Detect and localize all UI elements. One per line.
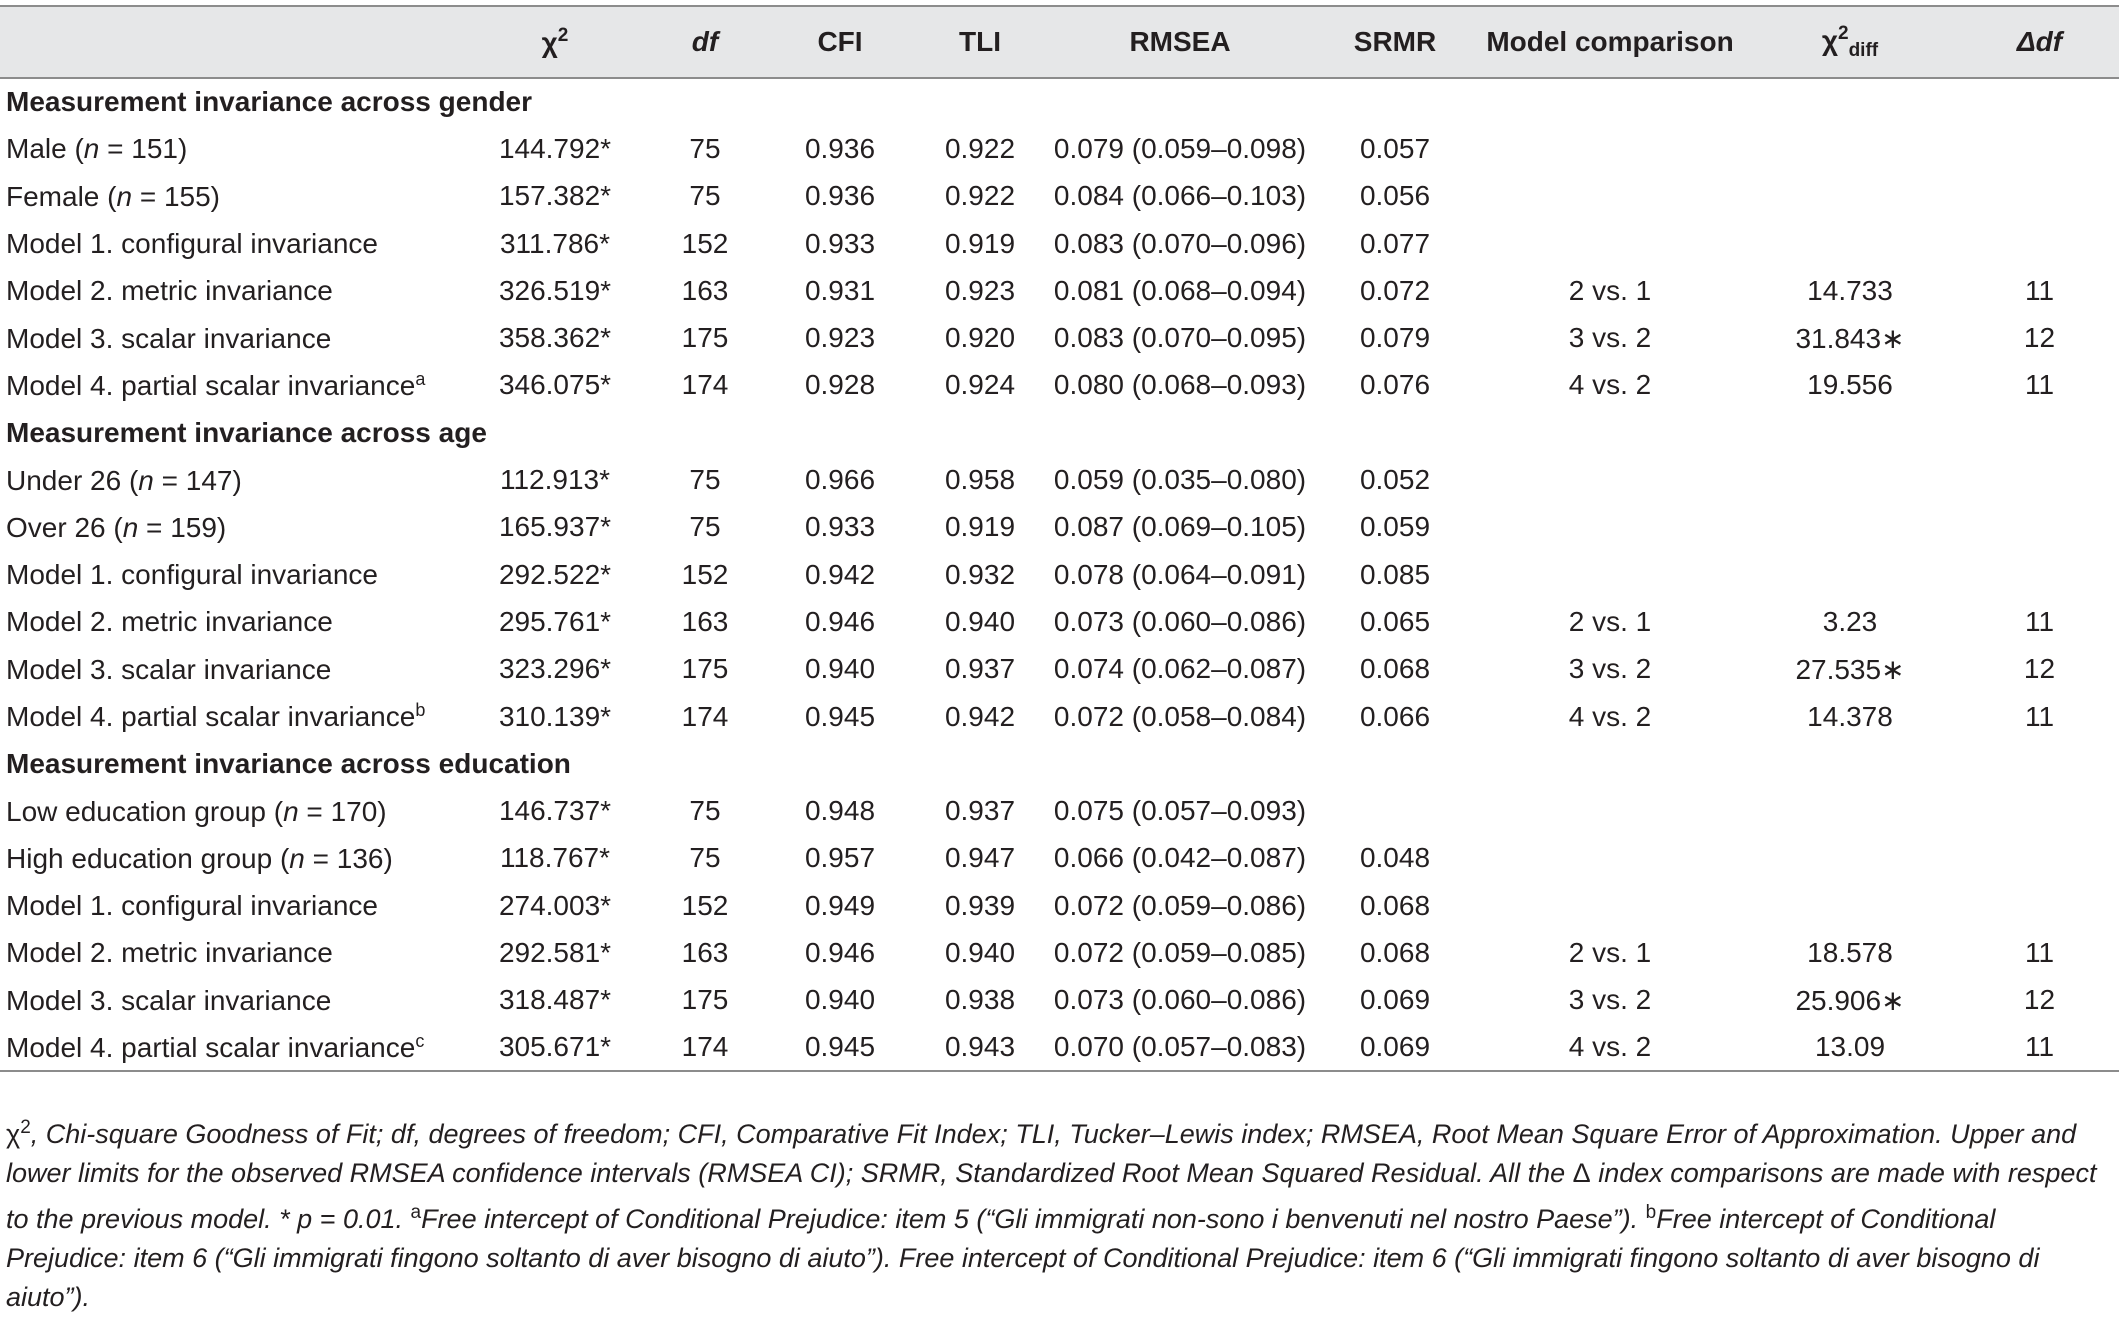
cell-tli: 0.924 bbox=[944, 369, 1016, 401]
cell-rmsea: 0.079 (0.059–0.098) bbox=[1053, 132, 1307, 164]
cell-rmsea: 0.072 (0.059–0.086) bbox=[1053, 889, 1307, 921]
cell-cfi: 0.949 bbox=[804, 889, 876, 921]
cell-tli: 0.922 bbox=[944, 180, 1016, 212]
cell-tli: 0.958 bbox=[944, 464, 1016, 496]
cell-comp: 2 vs. 1 bbox=[1568, 936, 1652, 968]
section-header-row bbox=[0, 740, 2119, 787]
cell-chi2: 165.937* bbox=[498, 511, 612, 543]
cell-srmr: 0.077 bbox=[1359, 227, 1431, 259]
table-row bbox=[0, 977, 2119, 1024]
cell-ddf bbox=[1960, 835, 2119, 882]
cell-comp bbox=[1480, 173, 1740, 220]
row-label: Low education group (n = 170) bbox=[6, 795, 387, 827]
cell-ddf: 11 bbox=[2024, 605, 2055, 637]
cell-comp: 2 vs. 1 bbox=[1568, 274, 1652, 306]
cell-tli: 0.940 bbox=[944, 605, 1016, 637]
invariance-table bbox=[0, 5, 2119, 1072]
cell-ddf bbox=[1960, 125, 2119, 172]
table-row bbox=[0, 314, 2119, 361]
cell-comp: 4 vs. 2 bbox=[1568, 700, 1652, 732]
table-footnote: $\chi^2$, Chi-square Goodness of Fit; df, degrees of freedom; CFI, Comparative Fit Index; TLI, Tucker–Lewis index; RMSEA, Root Mean Square Error of Approximation. Upper and lower limits for the observed RMSEA confidence intervals (RMSEA CI); SRMR, Standardized Root Mean Squared Residual. All the Δ index comparisons are made with respect to the previous model. * p = 0.01. $^a$Free intercept of Conditional Prejudice: item 5 (“Gli immigrati non-sono i benvenuti nel nostro Paese”). $^b$Free intercept of Conditional Prejudice: item 6 (“Gli immigrati fingono soltanto di aver bisogno di aiuto”). Free intercept of Conditional Prejudice: item 6 (“Gli immigrati fingono soltanto di aver bisogno di aiuto”). bbox=[6, 1117, 2097, 1312]
cell-tli: 0.943 bbox=[944, 1031, 1016, 1063]
cell-df: 163 bbox=[681, 274, 729, 306]
header-chi2-diff: $\chi^2_{diff}$ bbox=[1821, 22, 1879, 61]
cell-df: 175 bbox=[681, 984, 729, 1016]
cell-ddf bbox=[1960, 787, 2119, 834]
cell-srmr: 0.072 bbox=[1359, 274, 1431, 306]
cell-rmsea: 0.078 (0.064–0.091) bbox=[1053, 558, 1307, 590]
cell-srmr: 0.057 bbox=[1359, 132, 1431, 164]
table-row bbox=[0, 173, 2119, 220]
cell-cfi: 0.933 bbox=[804, 227, 876, 259]
cell-rmsea: 0.081 (0.068–0.094) bbox=[1053, 274, 1307, 306]
cell-comp bbox=[1480, 125, 1740, 172]
row-label: Model 3. scalar invariance bbox=[6, 322, 332, 354]
cell-comp: 4 vs. 2 bbox=[1568, 369, 1652, 401]
cell-chi2: 346.075* bbox=[498, 369, 612, 401]
cell-chi2diff: 14.733 bbox=[1807, 274, 1893, 306]
cell-chi2diff bbox=[1740, 125, 1960, 172]
cell-chi2: 144.792* bbox=[498, 132, 612, 164]
cell-chi2: 305.671* bbox=[498, 1031, 612, 1063]
cell-tli: 0.919 bbox=[944, 511, 1016, 543]
cell-srmr: 0.052 bbox=[1359, 464, 1431, 496]
cell-comp: 3 vs. 2 bbox=[1568, 322, 1652, 354]
header-row bbox=[0, 6, 2119, 78]
cell-chi2diff bbox=[1740, 551, 1960, 598]
cell-chi2diff bbox=[1740, 882, 1960, 929]
section-title: Measurement invariance across education bbox=[6, 747, 571, 779]
header-model-comparison: Model comparison bbox=[1486, 26, 1734, 57]
row-label: Model 1. configural invariance bbox=[6, 559, 378, 591]
table-row bbox=[0, 929, 2119, 976]
row-label: Model 2. metric invariance bbox=[6, 275, 333, 307]
cell-chi2diff bbox=[1740, 787, 1960, 834]
cell-rmsea: 0.083 (0.070–0.096) bbox=[1053, 227, 1307, 259]
cell-chi2diff: 3.23 bbox=[1822, 605, 1878, 637]
cell-chi2diff bbox=[1740, 456, 1960, 503]
row-label: Model 4. partial scalar invariance$^c$ bbox=[6, 1030, 425, 1063]
cell-df: 174 bbox=[681, 369, 729, 401]
cell-ddf: 11 bbox=[2024, 700, 2055, 732]
cell-comp bbox=[1480, 787, 1740, 834]
cell-rmsea: 0.059 (0.035–0.080) bbox=[1053, 464, 1307, 496]
cell-chi2diff bbox=[1740, 220, 1960, 267]
cell-comp: 2 vs. 1 bbox=[1568, 605, 1652, 637]
cell-rmsea: 0.070 (0.057–0.083) bbox=[1053, 1031, 1307, 1063]
cell-df: 163 bbox=[681, 936, 729, 968]
row-label: Under 26 (n = 147) bbox=[6, 464, 242, 496]
cell-cfi: 0.940 bbox=[804, 653, 876, 685]
cell-tli: 0.937 bbox=[944, 653, 1016, 685]
cell-comp: 3 vs. 2 bbox=[1568, 984, 1652, 1016]
cell-srmr: 0.068 bbox=[1359, 936, 1431, 968]
cell-cfi: 0.936 bbox=[804, 132, 876, 164]
cell-tli: 0.940 bbox=[944, 936, 1016, 968]
row-label: Female (n = 155) bbox=[6, 180, 220, 212]
cell-rmsea: 0.073 (0.060–0.086) bbox=[1053, 984, 1307, 1016]
cell-srmr: 0.068 bbox=[1359, 653, 1431, 685]
cell-chi2diff: 31.843∗ bbox=[1795, 322, 1905, 354]
cell-df: 75 bbox=[689, 464, 721, 496]
cell-srmr: 0.068 bbox=[1359, 889, 1431, 921]
cell-rmsea: 0.074 (0.062–0.087) bbox=[1053, 653, 1307, 685]
cell-cfi: 0.936 bbox=[804, 180, 876, 212]
header-chi2: $\chi^2$ bbox=[541, 25, 569, 58]
header-label bbox=[0, 6, 470, 78]
cell-ddf: 12 bbox=[2023, 322, 2056, 354]
cell-cfi: 0.923 bbox=[804, 322, 876, 354]
table-row bbox=[0, 787, 2119, 834]
cell-rmsea: 0.083 (0.070–0.095) bbox=[1053, 322, 1307, 354]
cell-chi2diff: 19.556 bbox=[1807, 369, 1893, 401]
cell-chi2diff bbox=[1740, 504, 1960, 551]
cell-srmr: 0.069 bbox=[1359, 984, 1431, 1016]
table-row bbox=[0, 220, 2119, 267]
cell-cfi: 0.931 bbox=[804, 274, 876, 306]
cell-chi2: 318.487* bbox=[498, 984, 612, 1016]
cell-ddf: 11 bbox=[2024, 1031, 2055, 1063]
cell-ddf: 11 bbox=[2024, 936, 2055, 968]
cell-cfi: 0.957 bbox=[804, 842, 876, 874]
cell-chi2: 311.786* bbox=[499, 227, 611, 259]
row-label: High education group (n = 136) bbox=[6, 842, 393, 874]
cell-srmr: 0.085 bbox=[1359, 558, 1431, 590]
row-label: Model 4. partial scalar invariance$^a$ bbox=[6, 368, 426, 401]
cell-tli: 0.922 bbox=[944, 132, 1016, 164]
cell-chi2: 326.519* bbox=[498, 274, 612, 306]
cell-ddf bbox=[1960, 220, 2119, 267]
cell-chi2diff: 13.09 bbox=[1814, 1031, 1886, 1063]
cell-srmr: 0.069 bbox=[1359, 1031, 1431, 1063]
cell-comp bbox=[1480, 220, 1740, 267]
cell-cfi: 0.966 bbox=[804, 464, 876, 496]
cell-ddf: 11 bbox=[2024, 274, 2055, 306]
cell-srmr: 0.079 bbox=[1359, 322, 1431, 354]
cell-df: 152 bbox=[681, 889, 729, 921]
cell-ddf bbox=[1960, 882, 2119, 929]
cell-df: 75 bbox=[689, 511, 721, 543]
cell-chi2: 323.296* bbox=[498, 653, 612, 685]
cell-srmr: 0.066 bbox=[1359, 700, 1431, 732]
cell-tli: 0.920 bbox=[944, 322, 1016, 354]
cell-rmsea: 0.080 (0.068–0.093) bbox=[1053, 369, 1307, 401]
header-cfi: CFI bbox=[817, 26, 863, 57]
header-rmsea: RMSEA bbox=[1129, 26, 1231, 57]
cell-ddf: 12 bbox=[2023, 653, 2056, 685]
section-title: Measurement invariance across age bbox=[6, 416, 487, 448]
cell-df: 174 bbox=[681, 1031, 729, 1063]
cell-cfi: 0.933 bbox=[804, 511, 876, 543]
table-row bbox=[0, 646, 2119, 693]
cell-rmsea: 0.066 (0.042–0.087) bbox=[1053, 842, 1307, 874]
cell-tli: 0.938 bbox=[944, 984, 1016, 1016]
cell-df: 75 bbox=[689, 180, 721, 212]
row-label: Model 2. metric invariance bbox=[6, 937, 333, 969]
cell-rmsea: 0.072 (0.059–0.085) bbox=[1053, 936, 1307, 968]
cell-df: 152 bbox=[681, 558, 729, 590]
cell-ddf bbox=[1960, 456, 2119, 503]
table-row bbox=[0, 693, 2119, 740]
row-label: Model 1. configural invariance bbox=[6, 228, 378, 260]
cell-chi2: 310.139* bbox=[498, 700, 612, 732]
cell-cfi: 0.948 bbox=[804, 795, 876, 827]
table-row bbox=[0, 456, 2119, 503]
cell-rmsea: 0.075 (0.057–0.093) bbox=[1053, 795, 1307, 827]
cell-srmr bbox=[1310, 787, 1480, 834]
cell-ddf: 12 bbox=[2023, 984, 2056, 1016]
cell-chi2diff: 25.906∗ bbox=[1795, 984, 1905, 1016]
cell-chi2: 295.761* bbox=[498, 605, 612, 637]
cell-tli: 0.937 bbox=[944, 795, 1016, 827]
cell-chi2diff bbox=[1740, 173, 1960, 220]
header-df: df bbox=[691, 26, 719, 57]
table-row bbox=[0, 835, 2119, 882]
cell-df: 75 bbox=[689, 842, 721, 874]
cell-cfi: 0.928 bbox=[804, 369, 876, 401]
cell-tli: 0.947 bbox=[944, 842, 1016, 874]
cell-comp bbox=[1480, 835, 1740, 882]
table-row bbox=[0, 504, 2119, 551]
cell-cfi: 0.945 bbox=[804, 700, 876, 732]
table-row bbox=[0, 551, 2119, 598]
cell-tli: 0.923 bbox=[944, 274, 1016, 306]
section-title: Measurement invariance across gender bbox=[6, 86, 533, 118]
cell-df: 75 bbox=[689, 795, 721, 827]
table-row bbox=[0, 882, 2119, 929]
cell-chi2: 157.382* bbox=[498, 180, 612, 212]
header-srmr: SRMR bbox=[1353, 26, 1437, 57]
cell-srmr: 0.056 bbox=[1359, 180, 1431, 212]
cell-chi2diff: 18.578 bbox=[1807, 936, 1893, 968]
cell-ddf bbox=[1960, 173, 2119, 220]
cell-chi2diff bbox=[1740, 835, 1960, 882]
table-row bbox=[0, 1024, 2119, 1071]
cell-ddf bbox=[1960, 504, 2119, 551]
cell-df: 175 bbox=[681, 322, 729, 354]
cell-srmr: 0.076 bbox=[1359, 369, 1431, 401]
cell-chi2: 146.737* bbox=[498, 795, 612, 827]
header-tli: TLI bbox=[959, 26, 1001, 57]
table-row bbox=[0, 267, 2119, 314]
cell-chi2: 358.362* bbox=[498, 322, 612, 354]
row-label: Model 1. configural invariance bbox=[6, 890, 378, 922]
header-delta-df: Δdf bbox=[2016, 26, 2063, 57]
cell-tli: 0.932 bbox=[944, 558, 1016, 590]
cell-chi2: 274.003* bbox=[498, 889, 612, 921]
cell-ddf: 11 bbox=[2024, 369, 2055, 401]
cell-comp bbox=[1480, 504, 1740, 551]
cell-cfi: 0.940 bbox=[804, 984, 876, 1016]
cell-rmsea: 0.072 (0.058–0.084) bbox=[1053, 700, 1307, 732]
cell-srmr: 0.065 bbox=[1359, 605, 1431, 637]
cell-comp: 3 vs. 2 bbox=[1568, 653, 1652, 685]
cell-rmsea: 0.087 (0.069–0.105) bbox=[1053, 511, 1307, 543]
cell-comp bbox=[1480, 882, 1740, 929]
row-label: Model 3. scalar invariance bbox=[6, 984, 332, 1016]
cell-cfi: 0.946 bbox=[804, 605, 876, 637]
cell-rmsea: 0.073 (0.060–0.086) bbox=[1053, 605, 1307, 637]
row-label: Male (n = 151) bbox=[6, 133, 188, 165]
section-header-row bbox=[0, 78, 2119, 125]
cell-tli: 0.942 bbox=[944, 700, 1016, 732]
cell-cfi: 0.942 bbox=[804, 558, 876, 590]
cell-cfi: 0.946 bbox=[804, 936, 876, 968]
row-label: Model 2. metric invariance bbox=[6, 606, 333, 638]
cell-rmsea: 0.084 (0.066–0.103) bbox=[1053, 180, 1307, 212]
cell-df: 75 bbox=[689, 132, 721, 164]
row-label: Model 3. scalar invariance bbox=[6, 653, 332, 685]
table-row bbox=[0, 125, 2119, 172]
cell-chi2: 112.913* bbox=[499, 464, 611, 496]
table-row bbox=[0, 362, 2119, 409]
cell-df: 163 bbox=[681, 605, 729, 637]
section-header-row bbox=[0, 409, 2119, 456]
cell-cfi: 0.945 bbox=[804, 1031, 876, 1063]
cell-comp bbox=[1480, 551, 1740, 598]
row-label: Model 4. partial scalar invariance$^b$ bbox=[6, 700, 426, 732]
cell-chi2: 118.767* bbox=[499, 842, 611, 874]
cell-srmr: 0.048 bbox=[1359, 842, 1431, 874]
cell-comp: 4 vs. 2 bbox=[1568, 1031, 1652, 1063]
cell-df: 174 bbox=[681, 700, 729, 732]
cell-srmr: 0.059 bbox=[1359, 511, 1431, 543]
table-row bbox=[0, 598, 2119, 645]
table-body bbox=[0, 78, 2119, 1071]
cell-tli: 0.919 bbox=[944, 227, 1016, 259]
cell-comp bbox=[1480, 456, 1740, 503]
cell-ddf bbox=[1960, 551, 2119, 598]
cell-chi2diff: 14.378 bbox=[1807, 700, 1893, 732]
row-label: Over 26 (n = 159) bbox=[6, 511, 227, 543]
cell-chi2: 292.581* bbox=[498, 936, 612, 968]
cell-chi2: 292.522* bbox=[498, 558, 612, 590]
cell-df: 152 bbox=[681, 227, 729, 259]
cell-tli: 0.939 bbox=[944, 889, 1016, 921]
cell-df: 175 bbox=[681, 653, 729, 685]
cell-chi2diff: 27.535∗ bbox=[1795, 653, 1905, 685]
